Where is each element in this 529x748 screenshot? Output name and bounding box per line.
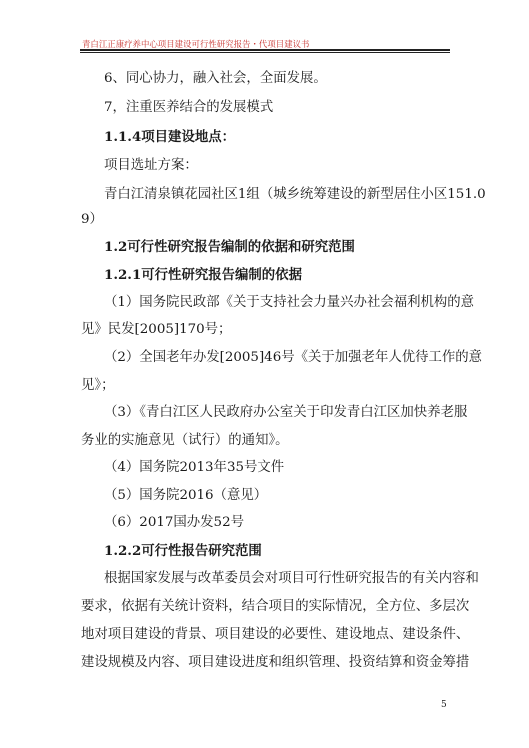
text-line: （5）国务院2016（意见） — [104, 488, 268, 503]
text-line: 建设规模及内容、项目建设进度和组织管理、投资结算和资金筹措 — [81, 655, 470, 670]
header-rule-thick — [80, 49, 450, 51]
text-line: （6）2017国办发52号 — [104, 515, 244, 530]
text-line: 青白江清泉镇花园社区1组（城乡统筹建设的新型居住小区151.0 — [104, 187, 486, 202]
text-line: 见》； — [81, 378, 115, 393]
header-rule-thin — [80, 52, 450, 53]
text-line: 项目选址方案： — [104, 158, 198, 173]
page-number: 5 — [441, 700, 447, 710]
text-line: （1）国务院民政部《关于支持社会力量兴办社会福利机构的意 — [104, 295, 475, 310]
section-heading: 1.2.2可行性报告研究范围 — [104, 543, 262, 559]
text-line: （3）《青白江区人民政府办公室关于印发青白江区加快养老服 — [104, 405, 468, 420]
text-line: 务业的实施意见（试行）的通知》。 — [81, 433, 289, 448]
text-line: 根据国家发展与改革委员会对项目可行性研究报告的有关内容和 — [104, 571, 479, 586]
section-heading: 1.1.4项目建设地点： — [104, 129, 236, 145]
text-line: 7，注重医养结合的发展模式 — [104, 100, 274, 115]
running-header: 青白江正康疗养中心项目建设可行性研究报告・代项目建议书 — [82, 39, 310, 49]
section-heading: 1.2.1可行性研究报告编制的依据 — [104, 267, 302, 283]
text-line: 要求，依据有关统计资料，结合项目的实际情况，全方位、多层次 — [81, 599, 470, 614]
text-line: 地对项目建设的背景、项目建设的必要性、建设地点、建设条件、 — [81, 627, 470, 642]
section-heading: 1.2可行性研究报告编制的依据和研究范围 — [104, 239, 355, 255]
text-line: 6、同心协力，融入社会，全面发展。 — [104, 71, 327, 86]
text-line: 9） — [81, 212, 103, 227]
text-line: 见》民发[2005]170号； — [81, 322, 232, 337]
text-line: （2）全国老年办发[2005]46号《关于加强老年人优待工作的意 — [104, 350, 483, 365]
text-line: （4）国务院2013年35号文件 — [104, 460, 285, 475]
